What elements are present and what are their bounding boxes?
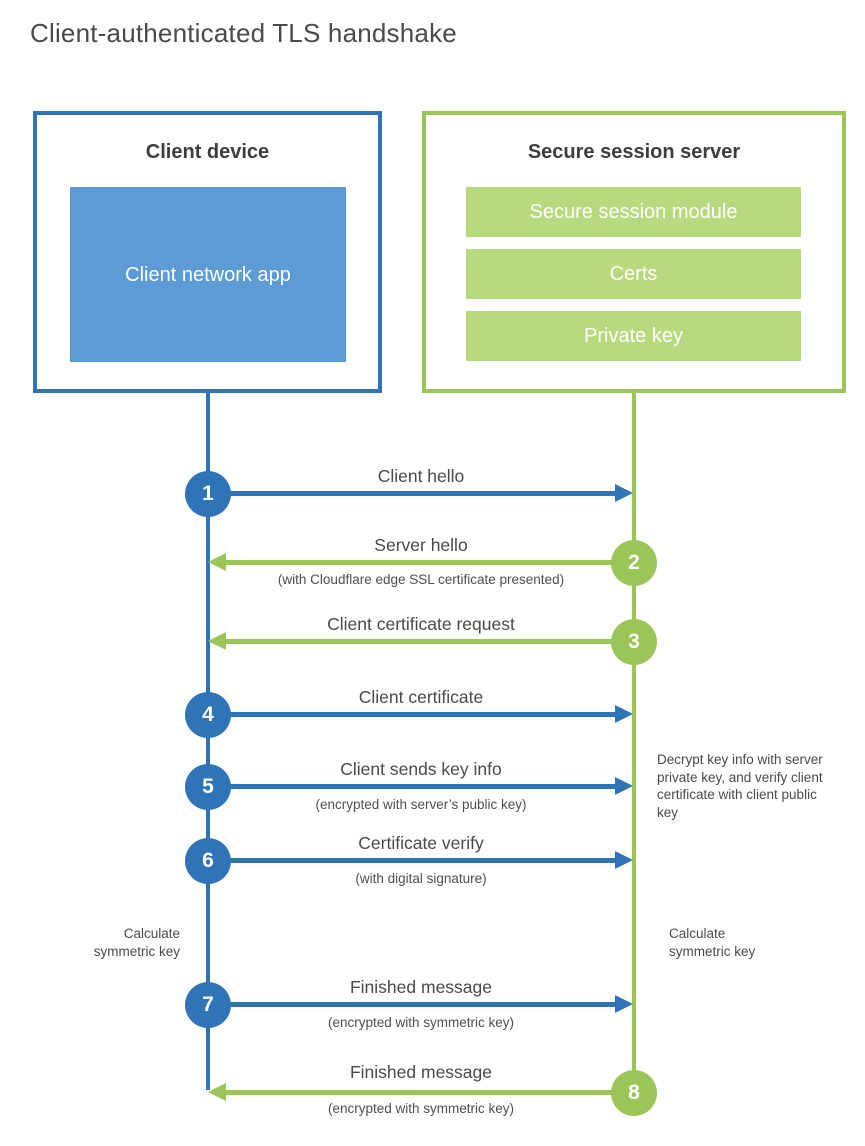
client-device-title: Client device [145,141,270,163]
secure-session-module-bar: Secure session module [466,187,801,237]
step-2-circle: 2 [611,540,657,586]
step-7-circle: 7 [185,982,231,1028]
step-4-label: Client certificate [358,687,484,707]
step-3-circle: 3 [611,619,657,665]
step-1-circle: 1 [185,471,231,517]
step-7-arrow-right [208,1002,615,1007]
client-device-box [33,111,382,393]
calculate-symmetric-key-note-client: Calculate symmetric key [93,926,180,959]
private-key-bar: Private key [466,311,801,361]
step-7-sublabel: (encrypted with symmetric key) [327,1015,515,1030]
step-2-sublabel: (with Cloudflare edge SSL certificate presented) [277,572,565,587]
step-5-label: Client sends key info [340,759,502,779]
secure-session-server-title: Secure session server [527,141,741,163]
calculate-symmetric-key-note-server: Calculate symmetric key [669,926,756,959]
step-7-label: Finished message [349,977,493,997]
page-title: Client-authenticated TLS handshake [30,18,457,48]
client-network-app-label: Client network app [125,263,291,286]
step-2-arrow-left [226,560,634,565]
step-1-arrow-right [208,491,615,496]
step-3-arrow-left [226,639,634,644]
step-3-label: Client certificate request [327,614,515,634]
step-6-arrow-right [208,858,615,863]
step-1-label: Client hello [377,466,465,486]
secure-session-server-box [422,111,846,393]
client-network-app-box [70,187,346,362]
step-5-arrow-right [208,784,615,789]
decrypt-key-info-note: Decrypt key info with server private key, and verify client certificate with client public key [657,752,823,820]
step-4-arrow-right [208,712,615,717]
step-8-label: Finished message [349,1062,493,1082]
step-6-circle: 6 [185,838,231,884]
step-2-label: Server hello [374,535,468,555]
step-8-circle: 8 [611,1070,657,1116]
step-6-label: Certificate verify [358,833,484,853]
step-8-arrow-left [226,1090,634,1095]
step-5-circle: 5 [185,764,231,810]
certs-bar: Certs [466,249,801,299]
step-4-circle: 4 [185,692,231,738]
step-8-sublabel: (encrypted with symmetric key) [327,1101,515,1116]
step-6-sublabel: (with digital signature) [355,871,487,886]
step-5-sublabel: (encrypted with server’s public key) [315,797,527,812]
